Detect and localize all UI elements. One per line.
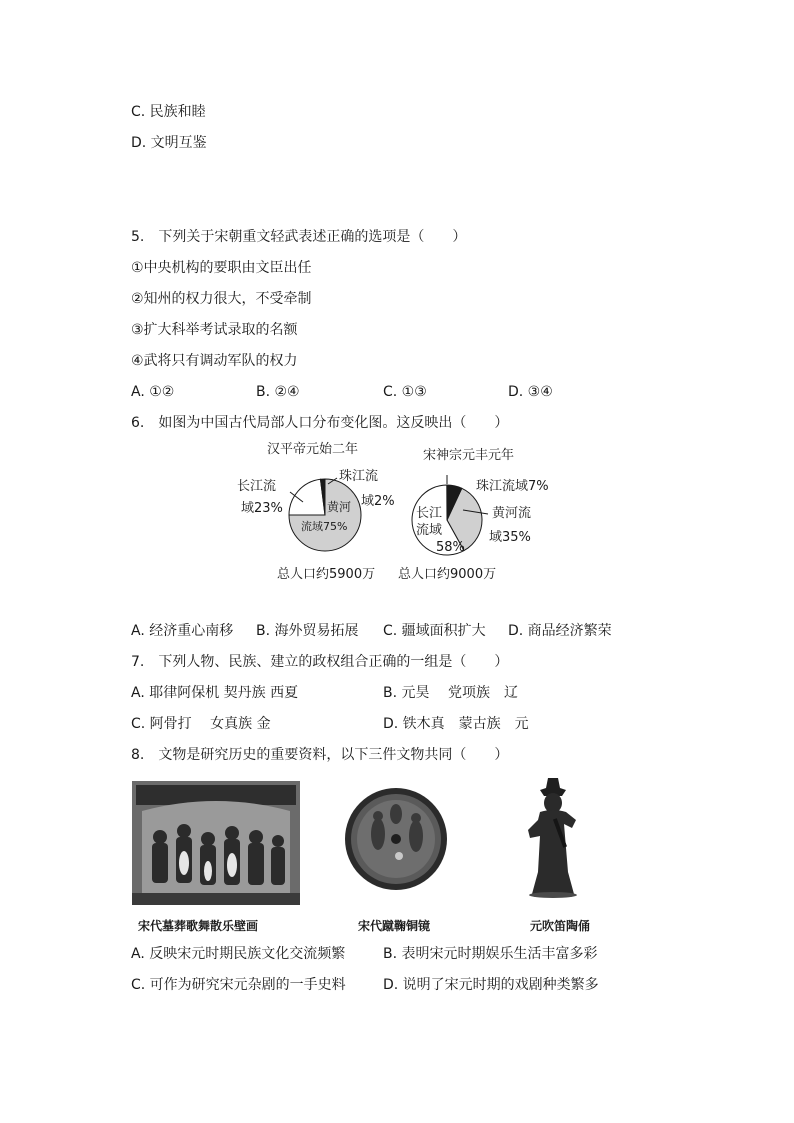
q6-option-a: A. 经济重心南移 — [131, 623, 234, 639]
pie1-label-yellow-2: 流域75% — [301, 520, 348, 533]
pie2-label-yellow-1: 黄河流 — [492, 506, 532, 521]
pie-slice-长江流域 — [289, 479, 325, 515]
q7-option-c: C. 阿骨打 女真族 金 — [131, 716, 271, 732]
caption-mural: 宋代墓葬歌舞散乐壁画 — [138, 919, 259, 933]
q5-item-4: ④武将只有调动军队的权力 — [131, 353, 298, 369]
q7-option-d: D. 铁木真 蒙古族 元 — [383, 716, 529, 732]
song-cuju-bronze-mirror-image — [343, 784, 449, 894]
pie1-total: 总人口约5900万 — [277, 567, 376, 582]
pie2-label-yangtze-2: 流域 — [416, 523, 443, 538]
q5-option-b: B. ②④ — [256, 384, 300, 400]
q8-option-a: A. 反映宋元时期民族文化交流频繁 — [131, 946, 346, 962]
question-5-stem: 5. 下列关于宋朝重文轻武表述正确的选项是（ ） — [131, 229, 467, 245]
pie1-label-pearl-1: 珠江流 — [339, 469, 379, 484]
pie1-label-yellow-1: 黄河 — [327, 500, 352, 514]
q7-option-a: A. 耶律阿保机 契丹族 西夏 — [131, 685, 299, 701]
pie2-label-pearl: 珠江流域7% — [476, 479, 549, 494]
pie2-total: 总人口约9000万 — [398, 567, 497, 582]
pie1-label-yangtze-1: 长江流 — [237, 479, 277, 494]
q5-option-d: D. ③④ — [508, 384, 553, 400]
question-8-stem: 8. 文物是研究历史的重要资料，以下三件文物共同（ ） — [131, 747, 509, 763]
q8-option-c: C. 可作为研究宋元杂剧的一手史料 — [131, 977, 346, 993]
q5-item-2: ②知州的权力很大，不受牵制 — [131, 291, 312, 307]
question-7-stem: 7. 下列人物、民族、建立的政权组合正确的一组是（ ） — [131, 654, 509, 670]
pie2-title: 宋神宗元丰元年 — [423, 448, 515, 463]
q6-option-b: B. 海外贸易拓展 — [256, 623, 359, 639]
option-d: D. 文明互鉴 — [131, 135, 207, 151]
q5-item-3: ③扩大科举考试录取的名额 — [131, 322, 298, 338]
yuan-flute-pottery-figure-image — [514, 776, 594, 898]
q7-option-b: B. 元昊 党项族 辽 — [383, 685, 518, 701]
q5-option-c: C. ①③ — [383, 384, 427, 400]
q5-item-1: ①中央机构的要职由文臣出任 — [131, 260, 312, 276]
option-c: C. 民族和睦 — [131, 104, 206, 120]
q6-option-d: D. 商品经济繁荣 — [508, 623, 612, 639]
pie1-title: 汉平帝元始二年 — [267, 442, 359, 457]
caption-figurine: 元吹笛陶俑 — [530, 919, 591, 933]
pie2-label-yangtze-3: 58% — [436, 540, 465, 555]
pie1-label-pearl-2: 域2% — [361, 494, 395, 509]
pie2-label-yellow-2: 域35% — [489, 530, 531, 545]
song-tomb-mural-image — [132, 781, 300, 905]
pie1-label-yangtze-2: 域23% — [241, 501, 283, 516]
pie2-label-yangtze-1: 长江 — [416, 506, 443, 521]
q8-option-b: B. 表明宋元时期娱乐生活丰富多彩 — [383, 946, 598, 962]
question-6-stem: 6. 如图为中国古代局部人口分布变化图。这反映出（ ） — [131, 415, 509, 431]
q8-option-d: D. 说明了宋元时期的戏剧种类繁多 — [383, 977, 599, 993]
q6-option-c: C. 疆域面积扩大 — [383, 623, 486, 639]
caption-mirror: 宋代蹴鞠铜镜 — [358, 919, 431, 933]
q5-option-a: A. ①② — [131, 384, 175, 400]
